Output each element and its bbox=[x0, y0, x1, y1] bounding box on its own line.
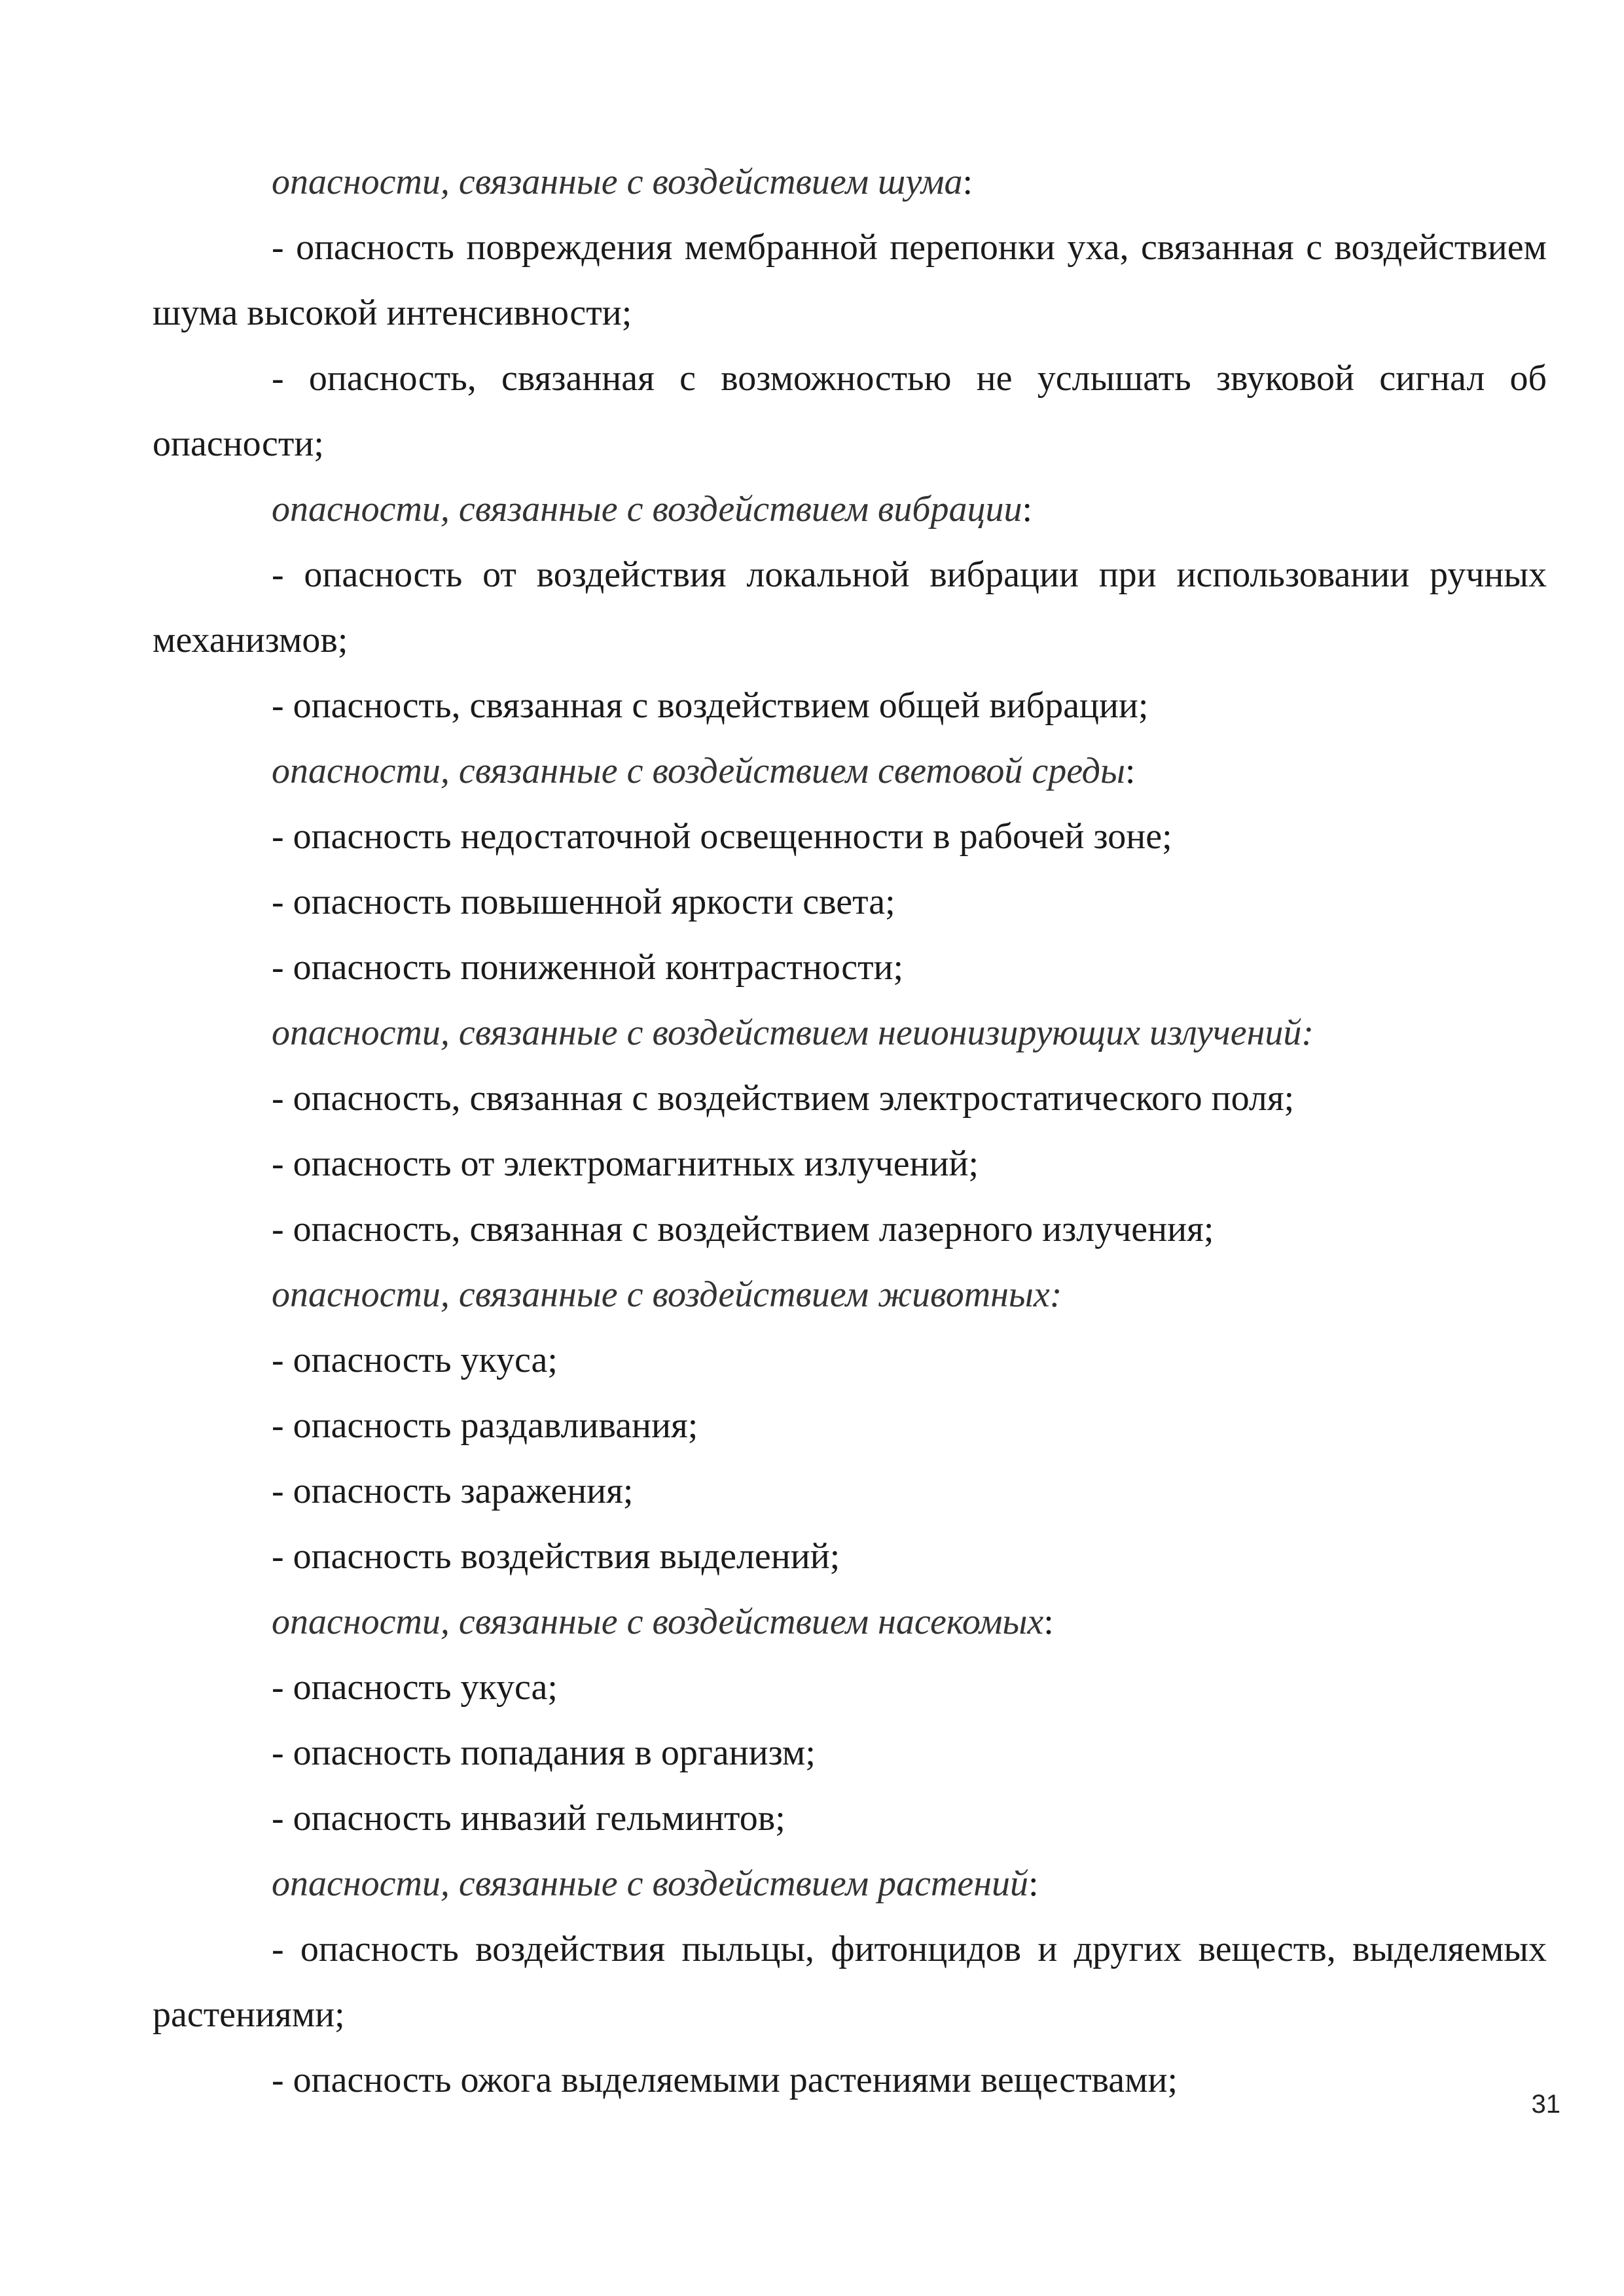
list-item: - опасность инвазий гельминтов; bbox=[272, 1798, 785, 1839]
list-item: - опасность укуса; bbox=[272, 1667, 558, 1708]
list-item: - опасность укуса; bbox=[272, 1340, 558, 1380]
list-item: - опасность повышенной яркости света; bbox=[272, 882, 895, 922]
list-item: - опасность от воздействия локальной вибрации при использовании ручных механизмов; bbox=[153, 554, 1547, 660]
list-item: - опасность, связанная с воздействием лазерного излучения; bbox=[272, 1209, 1214, 1249]
category-heading bbox=[153, 1262, 1547, 1327]
list-item: - опасность заражения; bbox=[272, 1471, 634, 1511]
list-item: - опасность воздействия выделений; bbox=[272, 1536, 840, 1577]
category-text: опасности, связанные с воздействием вибрации bbox=[272, 489, 1022, 529]
category-heading bbox=[153, 149, 1547, 215]
category-text: опасности, связанные с воздействием шума bbox=[272, 162, 963, 202]
category-colon: : bbox=[1043, 1602, 1054, 1642]
list-item: - опасность попадания в организм; bbox=[272, 1732, 816, 1773]
category-heading bbox=[153, 1589, 1547, 1655]
category-heading bbox=[153, 738, 1547, 804]
list-item: - опасность воздействия пыльцы, фитонцидов и других веществ, выделяемых растениями; bbox=[153, 1929, 1547, 2035]
list-item: - опасность, связанная с возможностью не услышать звуковой сигнал об опасности; bbox=[153, 358, 1547, 464]
document-body bbox=[153, 149, 1547, 2113]
category-colon: : bbox=[962, 162, 973, 202]
list-item: - опасность ожога выделяемыми растениями веществами; bbox=[272, 2060, 1178, 2100]
category-text: опасности, связанные с воздействием насекомых bbox=[272, 1602, 1044, 1642]
category-colon: : bbox=[1022, 489, 1033, 529]
category-text: опасности, связанные с воздействием животных: bbox=[272, 1274, 1062, 1315]
category-text: опасности, связанные с воздействием световой среды bbox=[272, 751, 1125, 791]
category-text: опасности, связанные с воздействием неионизирующих излучений: bbox=[272, 1013, 1314, 1053]
list-item: - опасность, связанная с воздействием общей вибрации; bbox=[272, 685, 1149, 726]
list-item: - опасность пониженной контрастности; bbox=[272, 947, 904, 988]
list-item: - опасность недостаточной освещенности в рабочей зоне; bbox=[272, 816, 1172, 857]
list-item: - опасность раздавливания; bbox=[272, 1405, 698, 1446]
category-heading bbox=[153, 1851, 1547, 1916]
category-colon: : bbox=[1028, 1863, 1039, 1904]
category-heading bbox=[153, 476, 1547, 542]
list-item: - опасность повреждения мембранной перепонки уха, связанная с воздействием шума высокой интенсивности; bbox=[153, 227, 1547, 333]
page-number: 31 bbox=[1531, 2090, 1561, 2119]
list-item: - опасность, связанная с воздействием электростатического поля; bbox=[272, 1078, 1295, 1119]
category-colon: : bbox=[1125, 751, 1136, 791]
category-heading bbox=[153, 1000, 1547, 1066]
category-text: опасности, связанные с воздействием растений bbox=[272, 1863, 1028, 1904]
list-item: - опасность от электромагнитных излучений; bbox=[272, 1143, 979, 1184]
